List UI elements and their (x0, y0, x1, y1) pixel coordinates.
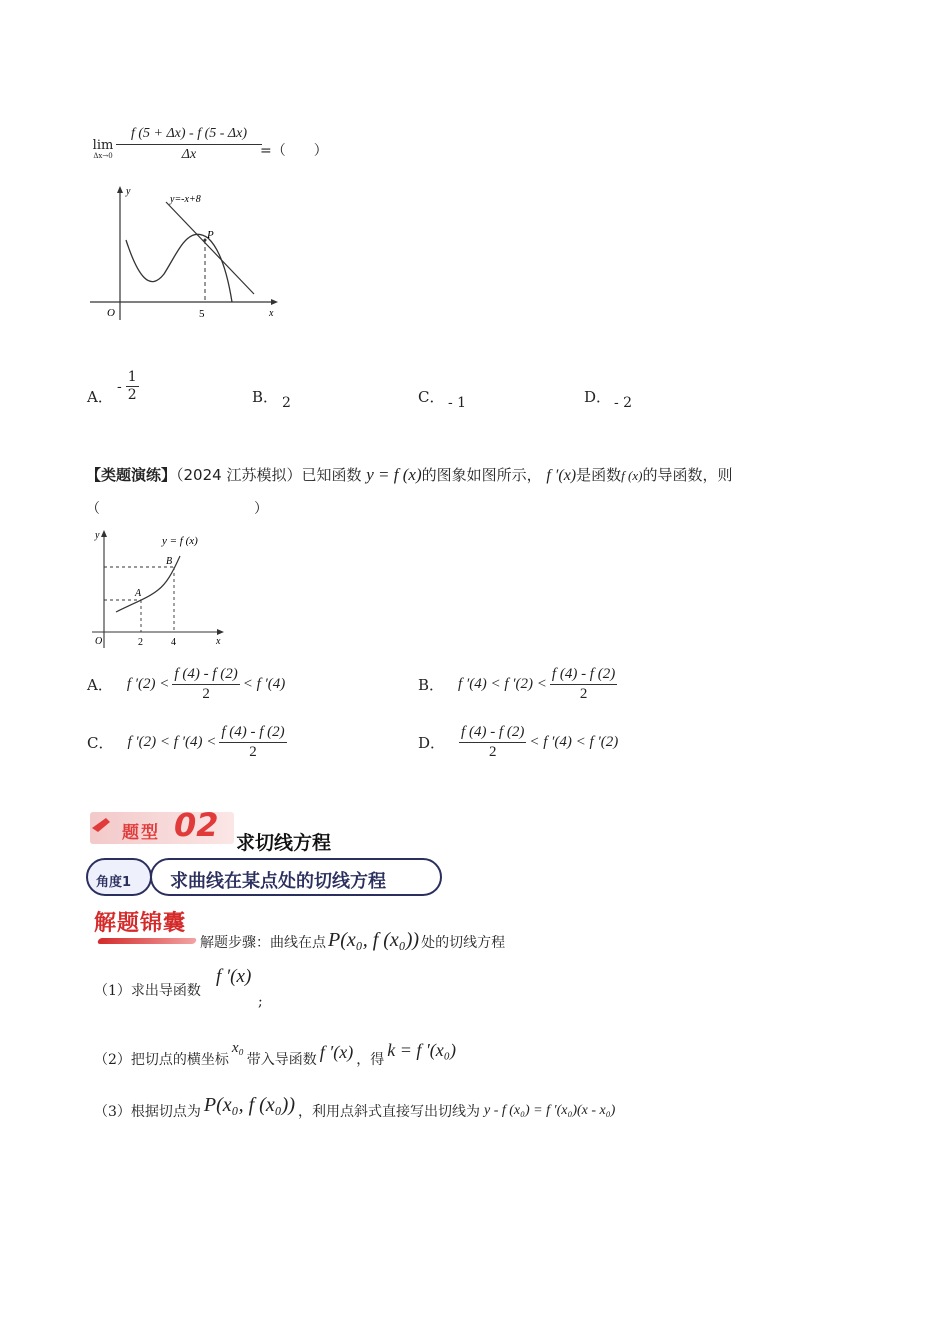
option-a[interactable] (87, 386, 113, 407)
badge-number: 02 (174, 806, 219, 844)
option2-c-letter: C． (87, 733, 114, 752)
option-a-den: 2 (127, 387, 137, 404)
option2-b-letter: B． (418, 675, 445, 694)
option-a-letter: A． (87, 388, 113, 406)
brush-icon (90, 816, 112, 834)
stem-part-a: 已知函数 (301, 466, 362, 484)
point-b-label: B (166, 556, 173, 567)
origin-label-2: O (95, 636, 103, 647)
tips-label: 解题锦囊 (94, 911, 187, 936)
stem-deriv: f ′(x) (546, 467, 577, 484)
step3-line (94, 1094, 616, 1120)
option-d-letter: D． (584, 388, 612, 406)
stem-part-c: 是函数 (576, 466, 622, 484)
option2-c-den: 2 (249, 743, 257, 760)
option2-d-num: f (4) - f (2) (459, 724, 526, 743)
curve-label: y = f (x) (162, 535, 198, 547)
step3-point: P(x₀, f (x₀)) (203, 1094, 295, 1116)
option-a-sign: - (117, 378, 122, 395)
option2-c-num: f (4) - f (2) (219, 724, 286, 743)
step2-x0: x₀ (231, 1040, 244, 1056)
option-b-value: 2 (282, 395, 291, 411)
option-a-value (117, 370, 139, 404)
question1-graph (86, 182, 286, 322)
option2-d-right: < f ′(4) < f ′(2) (529, 733, 619, 750)
tips-block (94, 906, 198, 948)
angle-label: 角度1 (96, 875, 132, 890)
question1-paren: =（ ） (260, 143, 328, 159)
option2-d-letter: D． (418, 733, 446, 752)
section-banner (88, 804, 236, 844)
point-a-label: A (135, 588, 142, 599)
question2-stem (86, 464, 846, 485)
badge-label: 题型 (122, 823, 160, 843)
intro-line (200, 930, 505, 952)
limit-denominator: Δx (181, 147, 197, 162)
stem-part-d: 的导函数，则 (642, 466, 733, 484)
step3-formula: y - f (x₀) = f ′(x₀)(x - x₀) (484, 1103, 616, 1118)
x-tick-5: 5 (199, 308, 205, 320)
y-axis-label: y (126, 186, 131, 197)
question2-blank: （ ） (86, 501, 268, 517)
y-axis-label-2: y (95, 530, 100, 541)
option-a-num: 1 (126, 370, 139, 387)
option-b[interactable] (252, 386, 278, 407)
step1-tail: ; (258, 994, 263, 1010)
step3-text: （3）根据切点为 (94, 1104, 201, 1120)
tick-2: 2 (138, 637, 143, 648)
y-axis-arrow-2 (101, 530, 107, 537)
x-axis-label-2: x (216, 636, 221, 647)
step2-formula: f ′(x) (319, 1042, 354, 1062)
step3-mid: ，利用点斜式直接写出切线为 (298, 1104, 480, 1120)
x-axis-label: x (269, 308, 274, 319)
step2-line (94, 1040, 457, 1069)
angle-header (86, 856, 442, 898)
tips-underline (97, 938, 197, 944)
tangent-label: y=-x+8 (170, 194, 201, 205)
y-axis-arrow (117, 186, 123, 193)
step2-mid: 带入导函数 (246, 1052, 317, 1068)
section-title: 求切线方程 (236, 832, 332, 854)
option-c-value: - 1 (448, 395, 467, 411)
option2-a-right: < f ′(4) (242, 675, 286, 692)
lim-label: lim (92, 138, 114, 153)
limit-numerator: f (5 + Δx) - f (5 - Δx) (116, 126, 262, 145)
x-axis-arrow-2 (217, 629, 224, 635)
angle-title: 求曲线在某点处的切线方程 (170, 871, 386, 892)
curve-f (126, 234, 232, 302)
intro-tail: 处的切线方程 (421, 935, 506, 951)
option2-a-den: 2 (202, 685, 210, 702)
option2-c[interactable] (87, 724, 287, 760)
intro-text: 解题步骤：曲线在点 (200, 935, 326, 951)
option2-a-letter: A． (87, 675, 113, 694)
option-d-value: - 2 (614, 395, 633, 411)
stem-part-b: 的图象如图所示， (421, 466, 542, 484)
step1-formula: f ′(x) (216, 966, 252, 987)
question2-graph (88, 526, 228, 650)
stem-func: y = f (x) (366, 465, 422, 484)
option-c[interactable] (418, 386, 444, 407)
option2-a-left: f ′(2) < (126, 675, 170, 692)
option-c-letter: C． (418, 388, 445, 406)
question2-source: （2024 江苏模拟） (176, 466, 302, 484)
option2-d-den: 2 (488, 743, 497, 760)
option2-c-left: f ′(2) < f ′(4) < (127, 733, 217, 750)
x-axis-arrow (271, 299, 278, 305)
option2-b-den: 2 (579, 685, 588, 702)
option2-d[interactable] (418, 724, 618, 760)
option2-b-left: f ′(4) < f ′(2) < (458, 675, 547, 692)
practice-tag: 【类题演练】 (86, 466, 177, 484)
option-b-letter: B． (252, 388, 279, 406)
option2-a[interactable] (87, 666, 285, 702)
step2-k: k = f ′(x₀) (387, 1040, 457, 1060)
point-p-label: P (207, 229, 214, 241)
lim-subscript: Δx→0 (93, 152, 113, 160)
tick-4: 4 (171, 637, 176, 648)
intro-point: P(x₀, f (x₀)) (328, 929, 420, 951)
step2-text: （2）把切点的横坐标 (94, 1052, 229, 1068)
option-d[interactable] (584, 386, 611, 407)
option2-b-num: f (4) - f (2) (550, 666, 617, 685)
origin-label: O (107, 307, 115, 319)
option2-a-num: f (4) - f (2) (172, 666, 239, 685)
step2-de: ，得 (356, 1052, 385, 1068)
step1-text: （1）求出导函数 (94, 983, 201, 999)
stem-func2: f (x) (621, 468, 643, 483)
option2-b[interactable] (418, 666, 617, 702)
